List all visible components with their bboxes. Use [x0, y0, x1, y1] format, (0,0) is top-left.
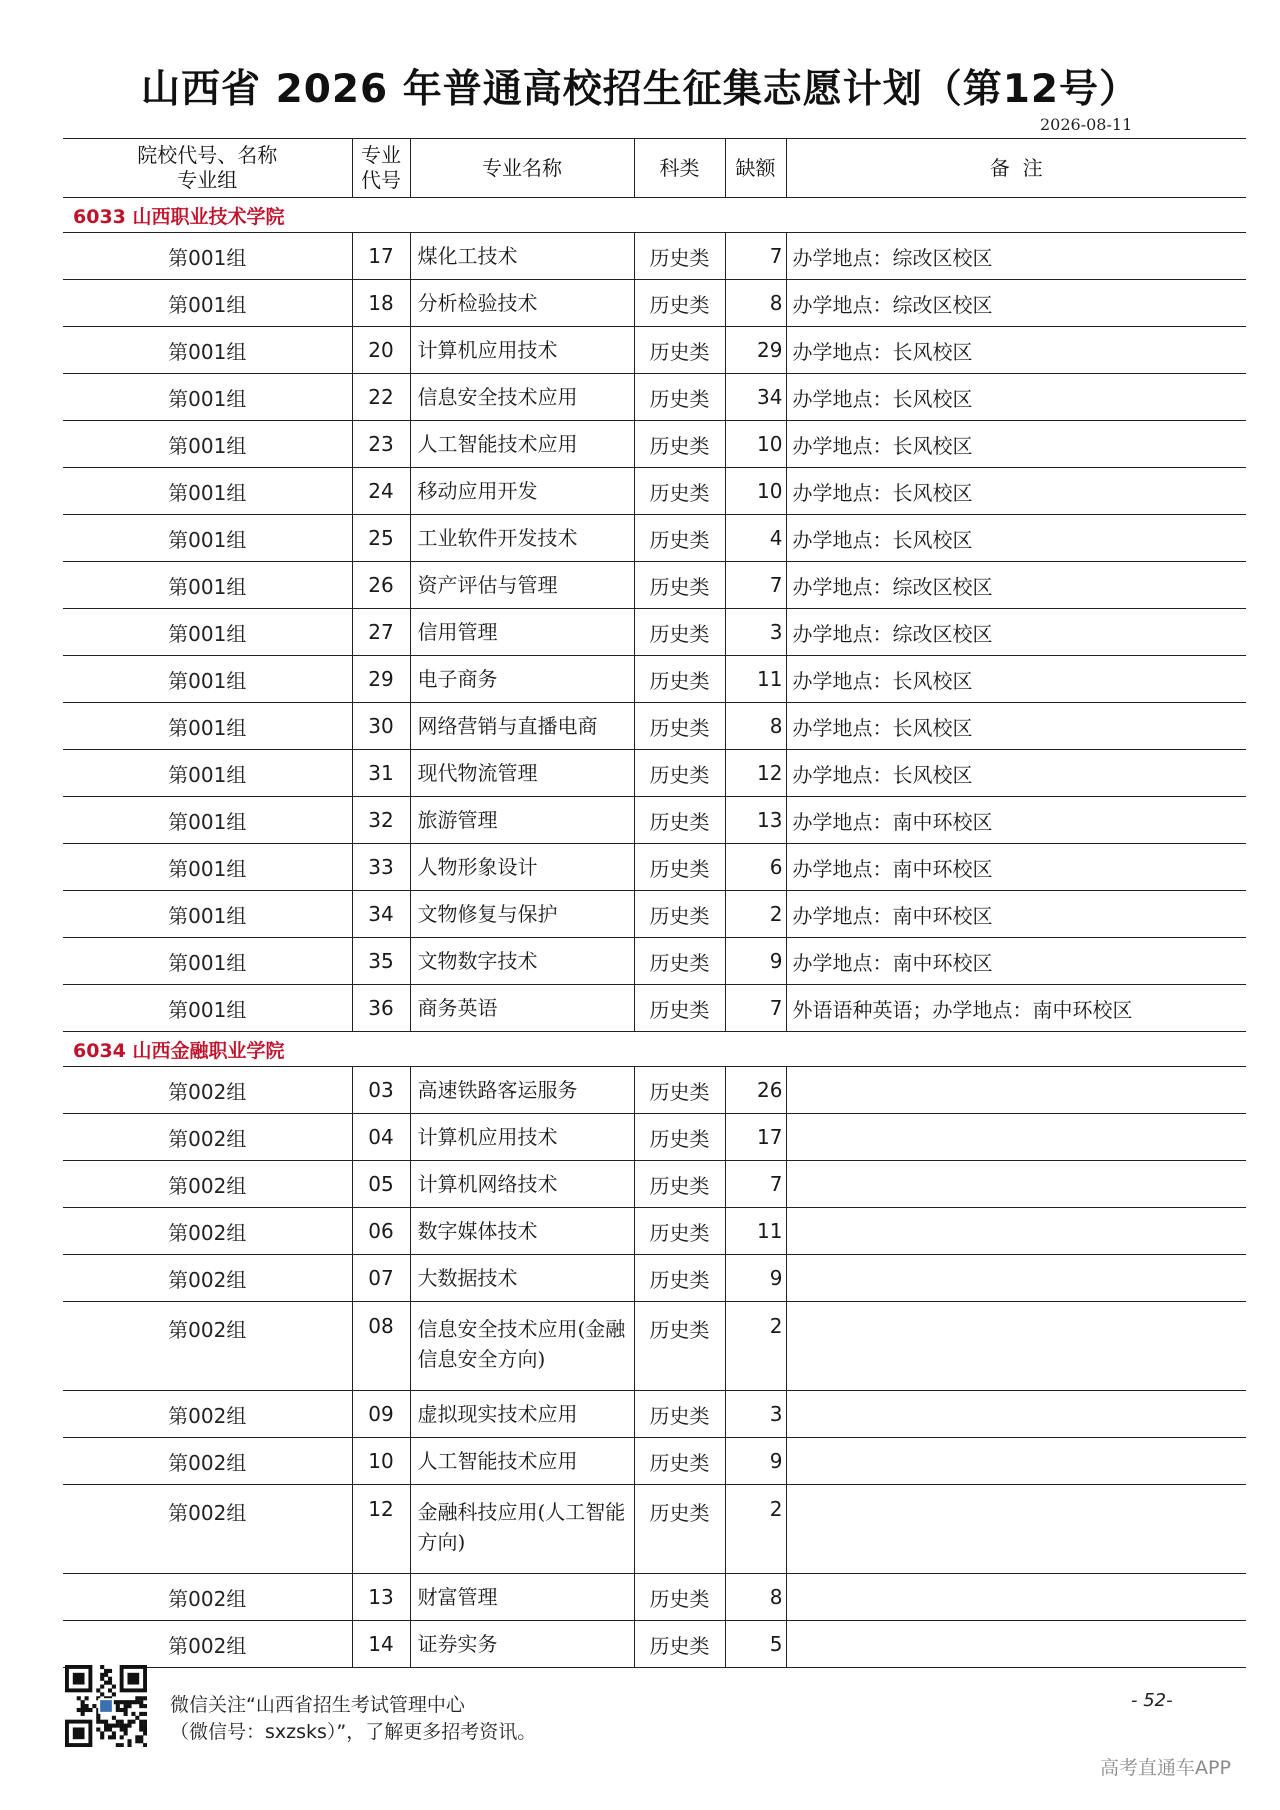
major-name-cell: 文物数字技术: [410, 938, 634, 985]
quota-cell: 11: [725, 656, 786, 703]
table-row: [63, 703, 1246, 750]
quota-cell: 26: [725, 1067, 786, 1114]
major-name-cell: 商务英语: [410, 985, 634, 1032]
major-name-cell: 信息安全技术应用(金融信息安全方向): [410, 1302, 634, 1391]
major-name-cell: 现代物流管理: [410, 750, 634, 797]
major-name-cell: 证券实务: [410, 1621, 634, 1668]
remarks-cell: [786, 1067, 1246, 1114]
remarks-cell: 办学地点：长风校区: [786, 468, 1246, 515]
header-remarks-label: 备 注: [989, 155, 1043, 180]
category-cell: 历史类: [634, 891, 725, 938]
group-cell: 第001组: [63, 891, 352, 938]
group-cell: 第002组: [63, 1255, 352, 1302]
table-row: [63, 750, 1246, 797]
major-code-cell: 36: [352, 985, 410, 1032]
group-cell: 第002组: [63, 1067, 352, 1114]
group-cell: 第001组: [63, 985, 352, 1032]
major-name-cell: 大数据技术: [410, 1255, 634, 1302]
quota-cell: 2: [725, 891, 786, 938]
major-name-cell: 网络营销与直播电商: [410, 703, 634, 750]
header-category: 科类: [634, 139, 725, 198]
group-cell: 第001组: [63, 797, 352, 844]
remarks-cell: [786, 1161, 1246, 1208]
group-cell: 第002组: [63, 1208, 352, 1255]
major-name-cell: 金融科技应用(人工智能方向): [410, 1485, 634, 1574]
remarks-cell: [786, 1208, 1246, 1255]
major-code-cell: 03: [352, 1067, 410, 1114]
major-code-cell: 31: [352, 750, 410, 797]
category-cell: 历史类: [634, 1574, 725, 1621]
category-cell: 历史类: [634, 374, 725, 421]
table-row: [63, 656, 1246, 703]
table-row: [63, 1208, 1246, 1255]
quota-cell: 3: [725, 609, 786, 656]
table-row: [63, 327, 1246, 374]
group-cell: 第001组: [63, 280, 352, 327]
major-name-cell: 信息安全技术应用: [410, 374, 634, 421]
group-cell: 第002组: [63, 1302, 352, 1391]
footer-wechat-line1: 微信关注“山西省招生考试管理中心: [170, 1694, 465, 1716]
major-code-cell: 06: [352, 1208, 410, 1255]
remarks-cell: 办学地点：长风校区: [786, 327, 1246, 374]
category-cell: 历史类: [634, 1391, 725, 1438]
table-row: [63, 233, 1246, 280]
category-cell: 历史类: [634, 1621, 725, 1668]
category-cell: 历史类: [634, 327, 725, 374]
major-name-cell: 煤化工技术: [410, 233, 634, 280]
remarks-cell: 办学地点：南中环校区: [786, 938, 1246, 985]
major-code-cell: 04: [352, 1114, 410, 1161]
remarks-cell: 办学地点：综改区校区: [786, 233, 1246, 280]
group-cell: 第002组: [63, 1438, 352, 1485]
table-row: [63, 985, 1246, 1032]
major-code-cell: 29: [352, 656, 410, 703]
remarks-cell: 办学地点：长风校区: [786, 750, 1246, 797]
group-cell: 第002组: [63, 1574, 352, 1621]
table-row: [63, 421, 1246, 468]
category-cell: 历史类: [634, 844, 725, 891]
remarks-cell: 办学地点：综改区校区: [786, 562, 1246, 609]
remarks-cell: [786, 1114, 1246, 1161]
remarks-cell: [786, 1255, 1246, 1302]
remarks-cell: 办学地点：综改区校区: [786, 280, 1246, 327]
category-cell: 历史类: [634, 468, 725, 515]
header-major-name: 专业名称: [410, 139, 634, 198]
header-school-group-label: 院校代号、名称 专业组: [137, 143, 278, 192]
remarks-cell: [786, 1391, 1246, 1438]
category-cell: 历史类: [634, 985, 725, 1032]
major-name-cell: 移动应用开发: [410, 468, 634, 515]
category-cell: 历史类: [634, 1208, 725, 1255]
header-quota: 缺额: [725, 139, 786, 198]
major-code-cell: 18: [352, 280, 410, 327]
group-cell: 第001组: [63, 327, 352, 374]
school-row: [63, 198, 1246, 233]
table-row: [63, 1485, 1246, 1574]
category-cell: 历史类: [634, 233, 725, 280]
category-cell: 历史类: [634, 280, 725, 327]
quota-cell: 11: [725, 1208, 786, 1255]
category-cell: 历史类: [634, 1485, 725, 1574]
major-code-cell: 32: [352, 797, 410, 844]
major-code-cell: 30: [352, 703, 410, 750]
major-name-cell: 人工智能技术应用: [410, 421, 634, 468]
quota-cell: 13: [725, 797, 786, 844]
quota-cell: 9: [725, 938, 786, 985]
quota-cell: 29: [725, 327, 786, 374]
group-cell: 第001组: [63, 468, 352, 515]
group-cell: 第001组: [63, 421, 352, 468]
quota-cell: 12: [725, 750, 786, 797]
table-row: [63, 1391, 1246, 1438]
group-cell: 第001组: [63, 562, 352, 609]
major-name-cell: 分析检验技术: [410, 280, 634, 327]
major-code-cell: 10: [352, 1438, 410, 1485]
remarks-cell: 办学地点：长风校区: [786, 515, 1246, 562]
quota-cell: 8: [725, 280, 786, 327]
table-row: [63, 938, 1246, 985]
major-name-cell: 信用管理: [410, 609, 634, 656]
category-cell: 历史类: [634, 1438, 725, 1485]
major-code-cell: 22: [352, 374, 410, 421]
table-row: [63, 609, 1246, 656]
table-row: [63, 797, 1246, 844]
quota-cell: 7: [725, 233, 786, 280]
quota-cell: 6: [725, 844, 786, 891]
table-row: [63, 374, 1246, 421]
major-name-cell: 计算机网络技术: [410, 1161, 634, 1208]
major-code-cell: 35: [352, 938, 410, 985]
footer-wechat-line2: （微信号：sxzsks）”，了解更多招考资讯。: [170, 1721, 537, 1743]
quota-cell: 5: [725, 1621, 786, 1668]
table-row: [63, 1161, 1246, 1208]
school-row: [63, 1032, 1246, 1067]
table-row: [63, 515, 1246, 562]
major-code-cell: 08: [352, 1302, 410, 1391]
quota-cell: 10: [725, 468, 786, 515]
remarks-cell: 办学地点：长风校区: [786, 703, 1246, 750]
remarks-cell: 办学地点：长风校区: [786, 374, 1246, 421]
remarks-cell: [786, 1438, 1246, 1485]
major-code-cell: 20: [352, 327, 410, 374]
table-row: [63, 1302, 1246, 1391]
category-cell: 历史类: [634, 515, 725, 562]
group-cell: 第002组: [63, 1621, 352, 1668]
quota-cell: 3: [725, 1391, 786, 1438]
remarks-cell: 办学地点：南中环校区: [786, 844, 1246, 891]
group-cell: 第001组: [63, 844, 352, 891]
remarks-cell: 办学地点：南中环校区: [786, 797, 1246, 844]
quota-cell: 2: [725, 1485, 786, 1574]
major-code-cell: 12: [352, 1485, 410, 1574]
major-name-cell: 文物修复与保护: [410, 891, 634, 938]
table-row: [63, 1621, 1246, 1668]
remarks-cell: [786, 1621, 1246, 1668]
school-name: 6033 山西职业技术学院: [63, 198, 1246, 233]
major-name-cell: 高速铁路客运服务: [410, 1067, 634, 1114]
quota-cell: 34: [725, 374, 786, 421]
remarks-cell: [786, 1485, 1246, 1574]
category-cell: 历史类: [634, 797, 725, 844]
category-cell: 历史类: [634, 656, 725, 703]
major-code-cell: 09: [352, 1391, 410, 1438]
quota-cell: 10: [725, 421, 786, 468]
category-cell: 历史类: [634, 1114, 725, 1161]
table-body: [63, 198, 1246, 1668]
quota-cell: 9: [725, 1255, 786, 1302]
publish-date: 2026-08-11: [1040, 115, 1133, 134]
major-name-cell: 工业软件开发技术: [410, 515, 634, 562]
table-row: [63, 891, 1246, 938]
table-row: [63, 468, 1246, 515]
quota-cell: 2: [725, 1302, 786, 1391]
major-name-cell: 计算机应用技术: [410, 1114, 634, 1161]
remarks-cell: [786, 1574, 1246, 1621]
remarks-cell: [786, 1302, 1246, 1391]
remarks-cell: 办学地点：长风校区: [786, 656, 1246, 703]
major-code-cell: 34: [352, 891, 410, 938]
remarks-cell: 办学地点：长风校区: [786, 421, 1246, 468]
category-cell: 历史类: [634, 1255, 725, 1302]
header-major-code: [352, 139, 410, 198]
quota-cell: 8: [725, 1574, 786, 1621]
school-name: 6034 山西金融职业学院: [63, 1032, 1246, 1067]
quota-cell: 7: [725, 562, 786, 609]
quota-cell: 17: [725, 1114, 786, 1161]
remarks-cell: 外语语种英语；办学地点：南中环校区: [786, 985, 1246, 1032]
group-cell: 第002组: [63, 1485, 352, 1574]
major-name-cell: 数字媒体技术: [410, 1208, 634, 1255]
major-code-cell: 24: [352, 468, 410, 515]
header-remarks: [786, 139, 1246, 198]
major-name-cell: 旅游管理: [410, 797, 634, 844]
major-name-cell: 财富管理: [410, 1574, 634, 1621]
table-row: [63, 1574, 1246, 1621]
header-school-group: [63, 139, 352, 198]
group-cell: 第001组: [63, 233, 352, 280]
category-cell: 历史类: [634, 750, 725, 797]
table-row: [63, 1255, 1246, 1302]
category-cell: 历史类: [634, 1161, 725, 1208]
table-row: [63, 280, 1246, 327]
major-name-cell: 人物形象设计: [410, 844, 634, 891]
group-cell: 第001组: [63, 609, 352, 656]
watermark: 高考直通车APP: [1100, 1757, 1231, 1779]
group-cell: 第001组: [63, 374, 352, 421]
category-cell: 历史类: [634, 703, 725, 750]
remarks-cell: 办学地点：南中环校区: [786, 891, 1246, 938]
table-header-row: [63, 139, 1246, 198]
group-cell: 第001组: [63, 938, 352, 985]
remarks-cell: 办学地点：综改区校区: [786, 609, 1246, 656]
major-code-cell: 07: [352, 1255, 410, 1302]
category-cell: 历史类: [634, 562, 725, 609]
table-row: [63, 562, 1246, 609]
table-row: [63, 844, 1246, 891]
page-number: - 52-: [1131, 1690, 1173, 1711]
table-row: [63, 1438, 1246, 1485]
page-footer: [0, 1665, 1280, 1785]
category-cell: 历史类: [634, 1067, 725, 1114]
major-code-cell: 27: [352, 609, 410, 656]
major-name-cell: 人工智能技术应用: [410, 1438, 634, 1485]
category-cell: 历史类: [634, 609, 725, 656]
group-cell: 第001组: [63, 515, 352, 562]
major-name-cell: 资产评估与管理: [410, 562, 634, 609]
group-cell: 第001组: [63, 750, 352, 797]
category-cell: 历史类: [634, 1302, 725, 1391]
page-title: 山西省 2026 年普通高校招生征集志愿计划（第12号）: [141, 67, 1139, 112]
quota-cell: 9: [725, 1438, 786, 1485]
enrollment-plan-table: [63, 138, 1246, 1668]
group-cell: 第002组: [63, 1161, 352, 1208]
major-name-cell: 电子商务: [410, 656, 634, 703]
category-cell: 历史类: [634, 938, 725, 985]
group-cell: 第002组: [63, 1391, 352, 1438]
quota-cell: 8: [725, 703, 786, 750]
major-code-cell: 14: [352, 1621, 410, 1668]
major-code-cell: 17: [352, 233, 410, 280]
major-code-cell: 23: [352, 421, 410, 468]
qr-code-icon: [65, 1665, 147, 1747]
category-cell: 历史类: [634, 421, 725, 468]
quota-cell: 7: [725, 1161, 786, 1208]
major-code-cell: 33: [352, 844, 410, 891]
quota-cell: 7: [725, 985, 786, 1032]
table-row: [63, 1067, 1246, 1114]
major-name-cell: 虚拟现实技术应用: [410, 1391, 634, 1438]
major-code-cell: 26: [352, 562, 410, 609]
major-name-cell: 计算机应用技术: [410, 327, 634, 374]
header-major-code-label: 专业 代号: [361, 143, 401, 192]
group-cell: 第001组: [63, 703, 352, 750]
major-code-cell: 05: [352, 1161, 410, 1208]
group-cell: 第002组: [63, 1114, 352, 1161]
major-code-cell: 25: [352, 515, 410, 562]
major-code-cell: 13: [352, 1574, 410, 1621]
table-row: [63, 1114, 1246, 1161]
group-cell: 第001组: [63, 656, 352, 703]
quota-cell: 4: [725, 515, 786, 562]
